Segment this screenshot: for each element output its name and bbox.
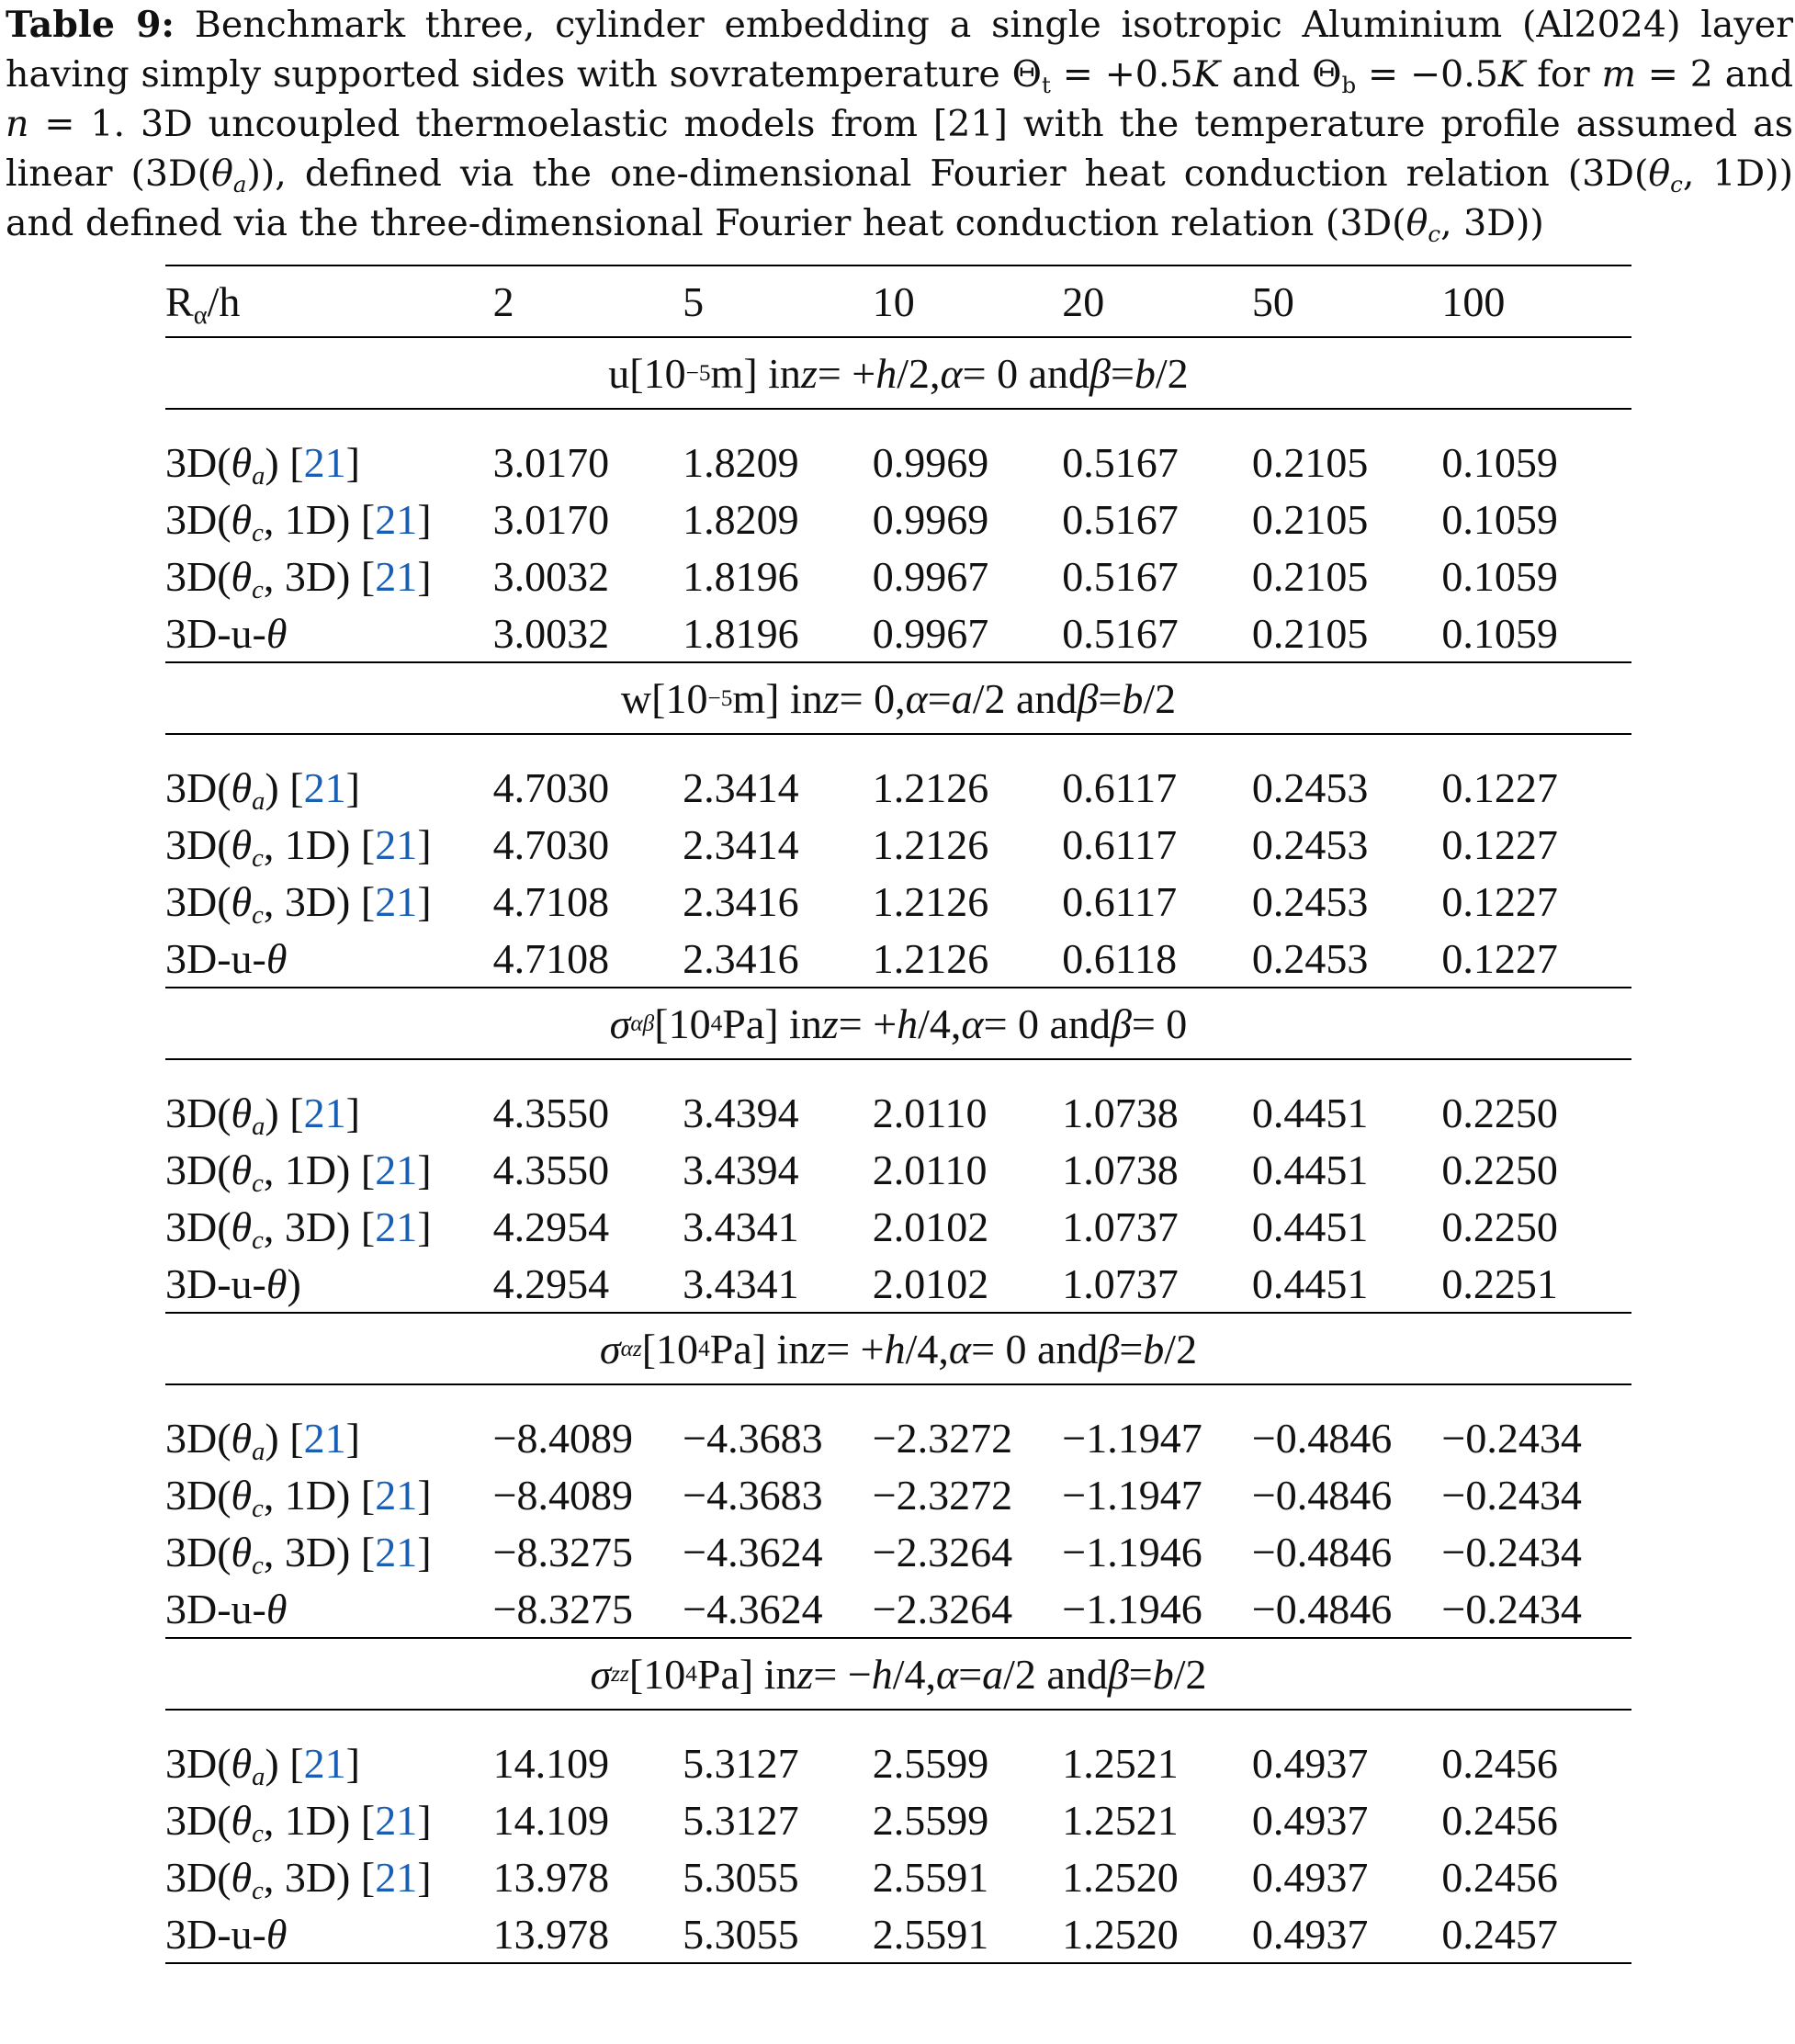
table-cell: 4.7030 xyxy=(492,820,610,868)
header-row xyxy=(165,266,1631,336)
table-row xyxy=(165,1084,1631,1141)
table-cell: 0.1227 xyxy=(1441,763,1558,811)
table-cell: 2.5599 xyxy=(872,1739,989,1787)
table-cell: 1.0738 xyxy=(1062,1089,1179,1136)
table-cell: 13.978 xyxy=(492,1910,610,1958)
table-cell: −1.1947 xyxy=(1062,1471,1202,1519)
table-cell: 0.4451 xyxy=(1251,1259,1369,1307)
table-cell: 0.2456 xyxy=(1441,1853,1558,1901)
row-label: 3D-u-θ xyxy=(165,1910,288,1958)
table-cell: −0.2434 xyxy=(1441,1414,1582,1462)
table-cell: 5.3055 xyxy=(683,1910,799,1958)
table-cell: 0.2453 xyxy=(1251,763,1369,811)
table-cell: 4.7108 xyxy=(492,877,610,925)
table-cell: 2.0102 xyxy=(872,1203,989,1250)
table-cell: 1.8209 xyxy=(683,495,799,543)
table-cell: 13.978 xyxy=(492,1853,610,1901)
table-cell: 0.6118 xyxy=(1062,934,1178,982)
table-cell: 0.2105 xyxy=(1251,438,1369,486)
table-cell: 0.2250 xyxy=(1441,1203,1558,1250)
row-label: $3D(\theta_c$, 3D) [21] xyxy=(165,1528,432,1580)
table-row xyxy=(165,1255,1631,1312)
table-cell: 1.8196 xyxy=(683,552,799,600)
table-cell: 1.2521 xyxy=(1062,1739,1179,1787)
table-cell: −8.4089 xyxy=(492,1471,634,1519)
table-cell: 2.3416 xyxy=(683,934,799,982)
table-cell: −1.1946 xyxy=(1062,1528,1202,1575)
row-label: $3D(\theta_c$, 1D) [21] xyxy=(165,1146,432,1198)
table-row xyxy=(165,434,1631,491)
table-cell: −4.3683 xyxy=(683,1471,823,1519)
row-label: 3D-u-θ xyxy=(165,1585,288,1632)
table-caption: Table 9: Benchmark three, cylinder embedding a single isotropic Aluminium (Al2024) layer having simply supported sides with sovratemperature $\Theta_t = +0.5K$ and $\Theta_b = -0.5K$ for m = 2 and n = 1. 3D uncoupled thermoelastic models from [21] with the temperature profile assumed as linear $(3D(\theta_a))$, defined via the one-dimensional Fourier heat conduction relation ($3D(\theta_c$, 1D)) and defined via the three-dimensional Fourier heat conduction relation ($3D(\theta_c$, 3D)) xyxy=(6,4,1794,247)
table-cell: 1.8209 xyxy=(683,438,799,486)
row-label: $3D(\theta_a)$ [21] xyxy=(165,1089,360,1141)
row-label: $3D(\theta_a)$ [21] xyxy=(165,1739,360,1791)
table-cell: 2.0110 xyxy=(872,1089,988,1136)
table-cell: 0.1059 xyxy=(1441,438,1558,486)
table-cell: 3.0032 xyxy=(492,609,610,657)
table-cell: −4.3683 xyxy=(683,1414,823,1462)
table-cell: 0.4937 xyxy=(1251,1796,1369,1844)
table-row xyxy=(165,1198,1631,1255)
table-cell: −1.1946 xyxy=(1062,1585,1202,1632)
header-col: 50 xyxy=(1251,277,1294,325)
header-label: $R_\alpha/h$ xyxy=(165,277,241,330)
row-label: 3D-u-θ) xyxy=(165,1259,301,1307)
table-cell: 0.2251 xyxy=(1441,1259,1558,1307)
table-cell: −0.4846 xyxy=(1251,1585,1393,1632)
table-row xyxy=(165,548,1631,604)
table-cell: 0.1059 xyxy=(1441,552,1558,600)
table-cell: 4.7108 xyxy=(492,934,610,982)
section-title: w[10 −5 m] in z = 0, α = a /2 and β = b /2 xyxy=(620,674,1177,722)
table-row xyxy=(165,759,1631,816)
caption-label: Table 9: xyxy=(6,4,175,46)
section-title: σ zz [10 4 Pa] in z = − h /4, α = a /2 and β = b /2 xyxy=(590,1650,1207,1698)
table-cell: −2.3264 xyxy=(872,1528,1013,1575)
results-table xyxy=(165,265,1631,1964)
table-cell: 14.109 xyxy=(492,1796,610,1844)
table-cell: 3.4341 xyxy=(683,1259,799,1307)
row-label: $3D(\theta_c$, 1D) [21] xyxy=(165,495,432,548)
table-row xyxy=(165,1580,1631,1637)
table-cell: 1.8196 xyxy=(683,609,799,657)
table-cell: 0.4451 xyxy=(1251,1203,1369,1250)
table-cell: 3.4341 xyxy=(683,1203,799,1250)
table-row xyxy=(165,1466,1631,1523)
table-cell: −0.4846 xyxy=(1251,1471,1393,1519)
table-row xyxy=(165,1141,1631,1198)
row-label: 3D-u-θ xyxy=(165,609,288,657)
header-col: 2 xyxy=(492,277,514,325)
table-cell: 4.2954 xyxy=(492,1259,610,1307)
table-cell: 0.2250 xyxy=(1441,1146,1558,1193)
table-cell: 0.9969 xyxy=(872,438,989,486)
table-cell: 0.4451 xyxy=(1251,1146,1369,1193)
table-cell: −4.3624 xyxy=(683,1528,823,1575)
table-cell: 2.3414 xyxy=(683,763,799,811)
table-cell: 1.2126 xyxy=(872,820,989,868)
table-cell: 0.5167 xyxy=(1062,438,1179,486)
table-cell: 14.109 xyxy=(492,1739,610,1787)
table-cell: 3.4394 xyxy=(683,1146,799,1193)
row-label: $3D(\theta_c$, 3D) [21] xyxy=(165,1203,432,1255)
table-row xyxy=(165,1734,1631,1791)
section-title: σ αβ [10 4 Pa] in z = + h /4, α = 0 and β = 0 xyxy=(609,999,1188,1047)
header-col: 5 xyxy=(683,277,705,325)
table-cell: 4.2954 xyxy=(492,1203,610,1250)
table-cell: −8.3275 xyxy=(492,1585,634,1632)
table-cell: 3.0032 xyxy=(492,552,610,600)
table-cell: 2.5599 xyxy=(872,1796,989,1844)
table-cell: 0.6117 xyxy=(1062,820,1178,868)
table-cell: 0.2453 xyxy=(1251,934,1369,982)
table-cell: 4.3550 xyxy=(492,1146,610,1193)
table-cell: 0.4451 xyxy=(1251,1089,1369,1136)
table-cell: 0.4937 xyxy=(1251,1853,1369,1901)
row-label: $3D(\theta_c$, 3D) [21] xyxy=(165,552,432,604)
table-cell: 0.2453 xyxy=(1251,820,1369,868)
table-cell: 1.2126 xyxy=(872,877,989,925)
table-cell: 2.5591 xyxy=(872,1910,989,1958)
row-label: $3D(\theta_c$, 3D) [21] xyxy=(165,877,432,930)
table-cell: 1.0737 xyxy=(1062,1203,1179,1250)
table-row xyxy=(165,1791,1631,1848)
header-col: 100 xyxy=(1441,277,1506,325)
table-cell: −4.3624 xyxy=(683,1585,823,1632)
table-row xyxy=(165,491,1631,548)
table-row xyxy=(165,1409,1631,1466)
table-cell: 0.9969 xyxy=(872,495,989,543)
table-cell: 0.6117 xyxy=(1062,877,1178,925)
table-cell: −8.3275 xyxy=(492,1528,634,1575)
row-label: $3D(\theta_c$, 1D) [21] xyxy=(165,1796,432,1848)
table-cell: 1.2520 xyxy=(1062,1910,1179,1958)
table-cell: 0.1059 xyxy=(1441,609,1558,657)
table-cell: 0.9967 xyxy=(872,609,989,657)
row-label: $3D(\theta_a)$ [21] xyxy=(165,763,360,816)
row-label: $3D(\theta_a)$ [21] xyxy=(165,438,360,491)
table-cell: −0.4846 xyxy=(1251,1528,1393,1575)
table-row xyxy=(165,873,1631,930)
table-cell: −0.4846 xyxy=(1251,1414,1393,1462)
table-cell: 0.2105 xyxy=(1251,609,1369,657)
table-cell: 1.0737 xyxy=(1062,1259,1179,1307)
table-cell: −2.3264 xyxy=(872,1585,1013,1632)
table-cell: 0.1227 xyxy=(1441,820,1558,868)
table-cell: 1.2521 xyxy=(1062,1796,1179,1844)
table-cell: 1.2126 xyxy=(872,934,989,982)
table-cell: −2.3272 xyxy=(872,1471,1013,1519)
table-cell: 0.2453 xyxy=(1251,877,1369,925)
row-label: $3D(\theta_c$, 1D) [21] xyxy=(165,1471,432,1523)
table-cell: −0.2434 xyxy=(1441,1585,1582,1632)
table-cell: 0.5167 xyxy=(1062,609,1179,657)
header-col: 20 xyxy=(1062,277,1105,325)
table-row xyxy=(165,1523,1631,1580)
table-cell: −1.1947 xyxy=(1062,1414,1202,1462)
table-cell: −2.3272 xyxy=(872,1414,1013,1462)
table-cell: −8.4089 xyxy=(492,1414,634,1462)
table-row xyxy=(165,1905,1631,1962)
table-cell: 0.5167 xyxy=(1062,552,1179,600)
bottom-rule xyxy=(165,1962,1631,1964)
table-cell: 0.2105 xyxy=(1251,552,1369,600)
section-title: u[10 −5 m] in z = + h /2, α = 0 and β = b /2 xyxy=(608,349,1189,397)
table-cell: 0.9967 xyxy=(872,552,989,600)
row-label: $3D(\theta_c$, 3D) [21] xyxy=(165,1853,432,1905)
table-cell: 0.2457 xyxy=(1441,1910,1558,1958)
header-col: 10 xyxy=(872,277,915,325)
table-cell: −0.2434 xyxy=(1441,1528,1582,1575)
table-cell: 3.0170 xyxy=(492,495,610,543)
table-cell: 2.3414 xyxy=(683,820,799,868)
table-cell: 0.2456 xyxy=(1441,1739,1558,1787)
row-label: 3D-u-θ xyxy=(165,934,288,982)
table-cell: 0.4937 xyxy=(1251,1739,1369,1787)
table-cell: 0.4937 xyxy=(1251,1910,1369,1958)
table-cell: 1.2126 xyxy=(872,763,989,811)
table-row xyxy=(165,816,1631,873)
table-row xyxy=(165,1848,1631,1905)
table-cell: 5.3127 xyxy=(683,1739,799,1787)
table-cell: 1.0738 xyxy=(1062,1146,1179,1193)
section-title: σ αz [10 4 Pa] in z = + h /4, α = 0 and β = b /2 xyxy=(599,1325,1198,1372)
row-label: $3D(\theta_a)$ [21] xyxy=(165,1414,360,1466)
table-cell: 0.1227 xyxy=(1441,877,1558,925)
row-label: $3D(\theta_c$, 1D) [21] xyxy=(165,820,432,873)
table-cell: 2.3416 xyxy=(683,877,799,925)
table-cell: 3.4394 xyxy=(683,1089,799,1136)
table-cell: 4.7030 xyxy=(492,763,610,811)
table-cell: 0.1059 xyxy=(1441,495,1558,543)
table-cell: 0.2105 xyxy=(1251,495,1369,543)
table-cell: 0.2456 xyxy=(1441,1796,1558,1844)
table-cell: 0.5167 xyxy=(1062,495,1179,543)
table-cell: 5.3127 xyxy=(683,1796,799,1844)
table-cell: 4.3550 xyxy=(492,1089,610,1136)
table-cell: 2.5591 xyxy=(872,1853,989,1901)
table-cell: 0.2250 xyxy=(1441,1089,1558,1136)
table-cell: 2.0110 xyxy=(872,1146,988,1193)
table-row xyxy=(165,930,1631,987)
table-cell: 3.0170 xyxy=(492,438,610,486)
table-cell: 5.3055 xyxy=(683,1853,799,1901)
table-cell: 1.2520 xyxy=(1062,1853,1179,1901)
table-row xyxy=(165,604,1631,661)
table-cell: 2.0102 xyxy=(872,1259,989,1307)
table-cell: 0.6117 xyxy=(1062,763,1178,811)
table-cell: 0.1227 xyxy=(1441,934,1558,982)
table-cell: −0.2434 xyxy=(1441,1471,1582,1519)
